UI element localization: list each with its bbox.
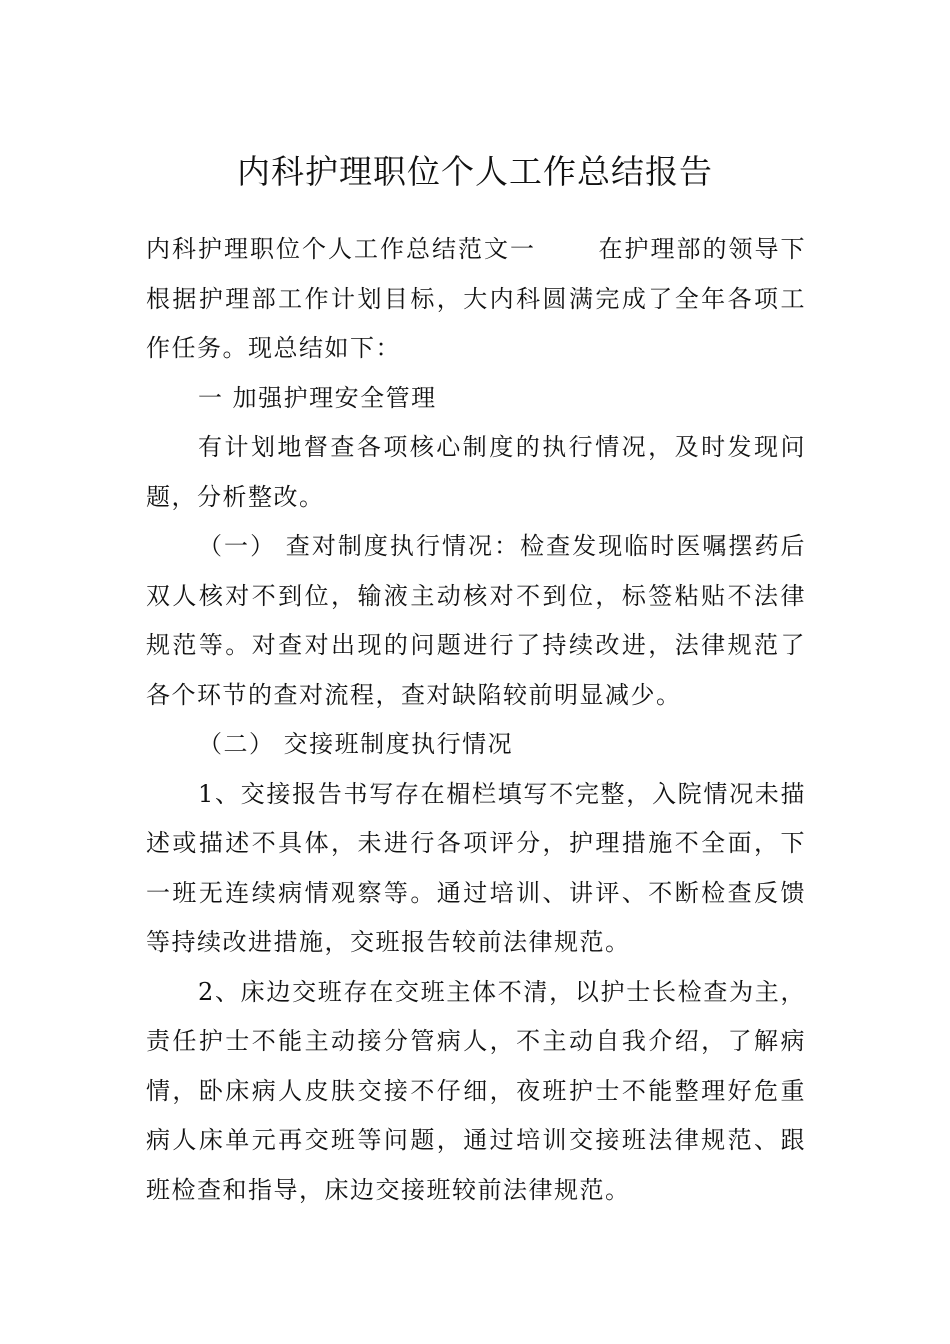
paragraph-supervision: 有计划地督查各项核心制度的执行情况，及时发现问题，分析整改。 (146, 433, 806, 511)
paragraph-bedside-handover: 2、床边交班存在交班主体不清，以护士长检查为主，责任护士不能主动接分管病人，不主动自我介绍，了解病情，卧床病人皮肤交接不仔细，夜班护士不能整理好危重病人床单元再交班等问题，通过培训交接班法律规范、跟班检查和指导，床边交接班较前法律规范。 (146, 977, 806, 1204)
intro-heading: 内科护理职位个人工作总结范文一 (146, 235, 536, 263)
paragraph-checking-system: （一） 查对制度执行情况：检查发现临时医嘱摆药后双人核对不到位，输液主动核对不到位，标签粘贴不法律规范等。对查对出现的问题进行了持续改进，法律规范了各个环节的查对流程，查对缺陷较前明显减少。 (146, 532, 806, 709)
intro-text: 在护理部的领导下根据护理部工作计划目标，大内科圆满完成了全年各项工作任务。现总结如下： (146, 235, 806, 362)
document-title: 内科护理职位个人工作总结报告 (237, 152, 713, 192)
document-body (146, 225, 806, 1215)
subheading-handover: （二） 交接班制度执行情况 (198, 730, 514, 758)
section-heading-safety: 一 加强护理安全管理 (198, 383, 437, 412)
paragraph-handover-report: 1、交接报告书写存在楣栏填写不完整，入院情况未描述或描述不具体，未进行各项评分，护理措施不全面，下一班无连续病情观察等。通过培训、讲评、不断检查反馈等持续改进措施，交班报告较前法律规范。 (146, 779, 806, 956)
intro-paragraph (146, 225, 806, 374)
